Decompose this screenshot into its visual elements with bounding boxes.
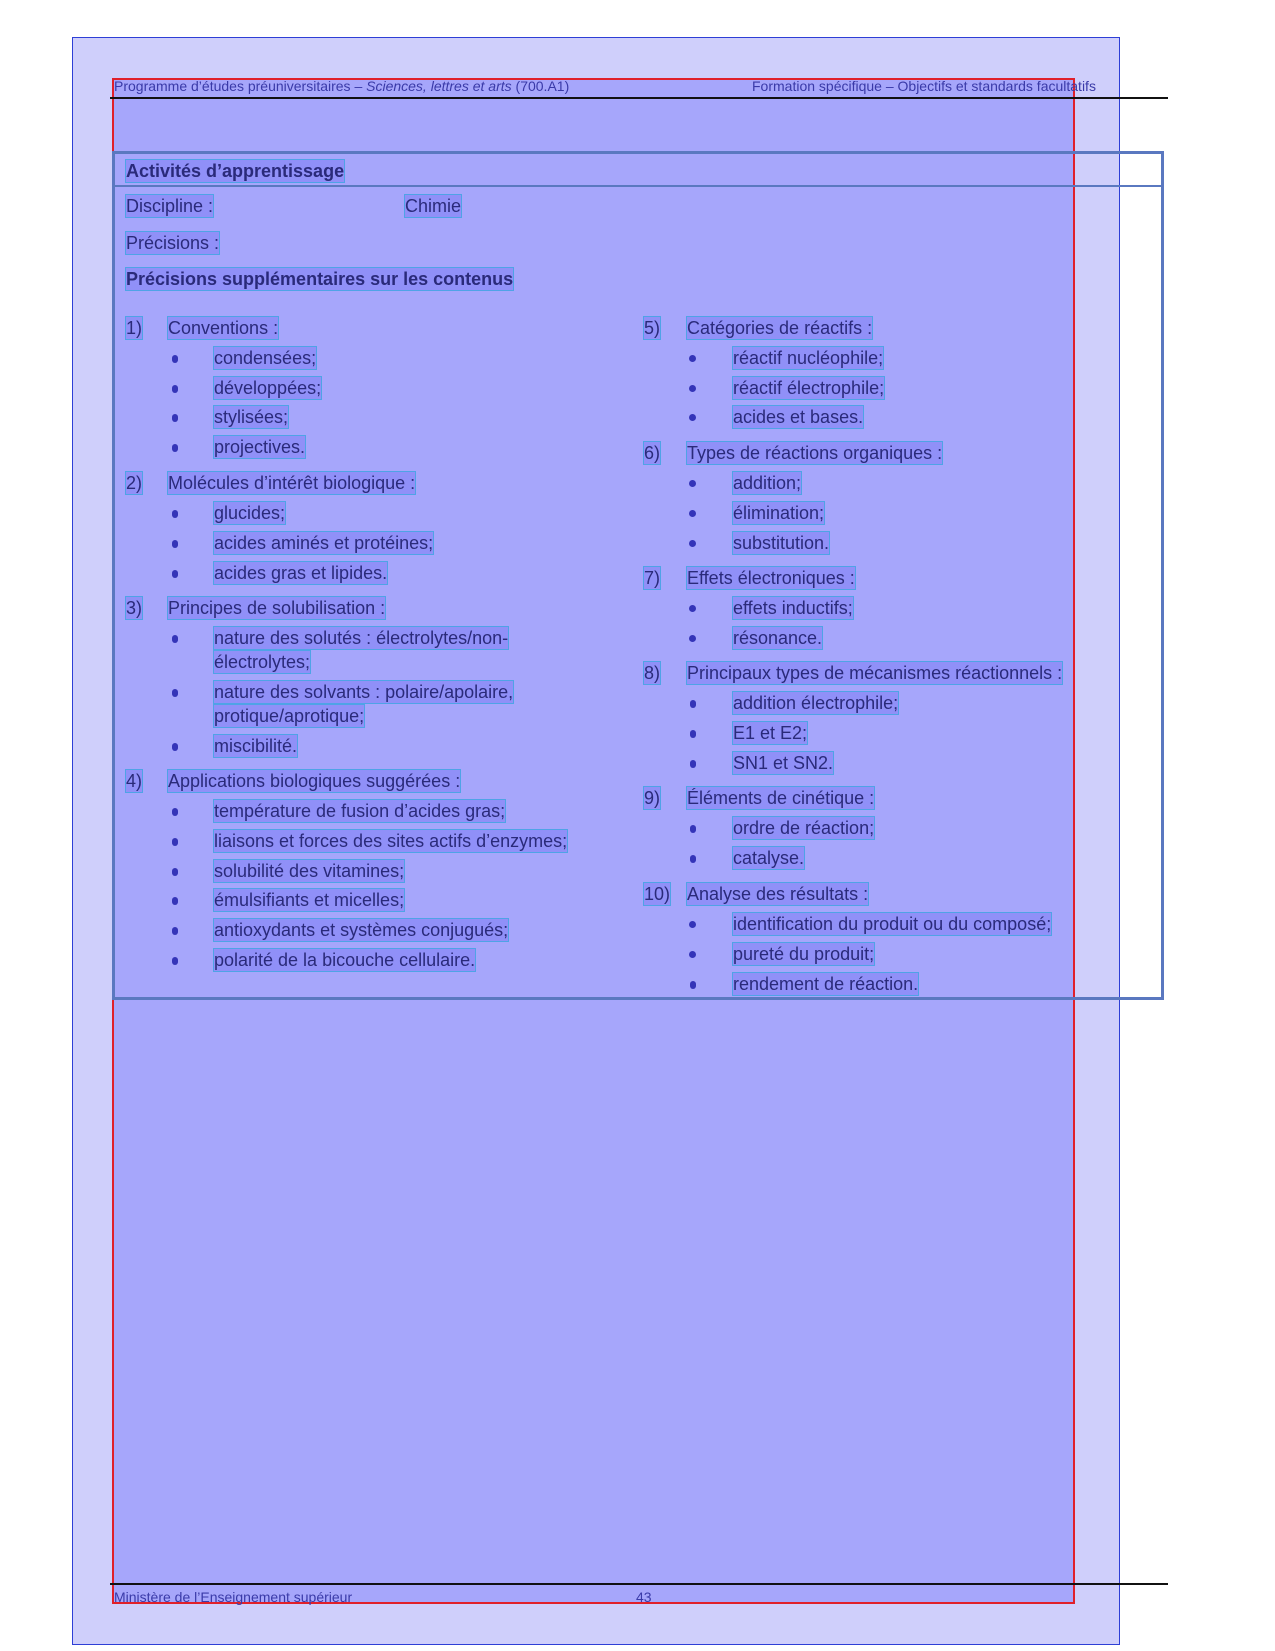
list-item-continuation: électrolytes; [214,652,311,672]
list-heading: Principes de solubilisation : [168,598,386,618]
list-item: substitution. [733,533,830,553]
running-header-left: Programme d’études préuniversitaires – Sciences, lettres et arts (700.A1) [114,78,570,94]
box-title-divider [112,185,1164,187]
list-item-continuation: protique/aprotique; [214,706,365,726]
list-heading: Analyse des résultats : [687,884,869,904]
list-item: acides aminés et protéines; [214,533,434,553]
list-item: élimination; [733,503,825,523]
bullet-icon [690,855,696,863]
footer-rule [110,1583,1168,1585]
bullet-icon [172,510,178,518]
bullet-icon [689,540,696,547]
discipline-label: Discipline : [126,196,214,216]
list-item: résonance. [733,628,823,648]
bullet-icon [690,825,696,833]
bullet-icon [689,355,696,362]
list-item: addition; [733,473,802,493]
precisions-label: Précisions : [126,233,220,253]
item-number: 2) [126,473,143,493]
bullet-icon [172,355,178,363]
list-item: miscibilité. [214,736,298,756]
list-heading: Types de réactions organiques : [687,443,943,463]
bullet-icon [172,957,178,965]
list-item: pureté du produit; [733,944,875,964]
list-item: stylisées; [214,407,289,427]
bullet-icon [172,540,178,548]
bullet-icon [172,897,178,905]
list-item: polarité de la bicouche cellulaire. [214,950,476,970]
list-item: acides gras et lipides. [214,563,388,583]
bullet-icon [689,510,696,517]
item-number: 4) [126,771,143,791]
header-rule [110,97,1168,99]
item-number: 8) [644,663,661,683]
list-item: glucides; [214,503,286,523]
list-item: condensées; [214,348,317,368]
list-heading: Catégories de réactifs : [687,318,873,338]
running-header-right: Formation spécifique – Objectifs et standards facultatifs [752,78,1096,94]
item-number: 5) [644,318,661,338]
item-number: 7) [644,568,661,588]
list-heading: Éléments de cinétique : [687,788,875,808]
bullet-icon [172,689,178,697]
list-heading: Applications biologiques suggérées : [168,771,461,791]
bullet-icon [172,570,178,578]
bullet-icon [689,635,696,642]
item-number: 1) [126,318,143,338]
bullet-icon [172,635,178,643]
list-item: catalyse. [733,848,805,868]
bullet-icon [689,951,696,958]
list-item: addition électrophile; [733,693,899,713]
section-subtitle: Précisions supplémentaires sur les contenus [126,269,514,289]
bullet-icon [172,927,178,935]
bullet-icon [689,480,696,487]
list-heading: Principaux types de mécanismes réactionnels : [687,663,1063,683]
list-item: effets inductifs; [733,598,853,618]
list-item: température de fusion d’acides gras; [214,801,506,821]
list-item: réactif nucléophile; [733,348,884,368]
list-item: liaisons et forces des sites actifs d’enzymes; [214,831,568,851]
bullet-icon [172,385,178,393]
bullet-icon [172,414,178,422]
list-heading: Effets électroniques : [687,568,855,588]
bullet-icon [690,700,696,708]
item-number: 3) [126,598,143,618]
list-item: rendement de réaction. [733,974,919,994]
item-number: 9) [644,788,661,808]
bullet-icon [690,730,696,738]
list-item: nature des solvants : polaire/apolaire, [214,682,514,702]
list-heading: Molécules d’intérêt biologique : [168,473,416,493]
list-item: développées; [214,378,322,398]
discipline-value: Chimie [405,196,462,216]
bullet-icon [690,760,696,768]
bullet-icon [172,868,178,876]
list-item: E1 et E2; [733,723,808,743]
list-item: antioxydants et systèmes conjugués; [214,920,509,940]
list-item: acides et bases. [733,407,864,427]
bullet-icon [690,981,696,989]
list-item: réactif électrophile; [733,378,885,398]
list-heading: Conventions : [168,318,279,338]
bullet-icon [172,808,178,816]
bullet-icon [172,743,178,751]
bullet-icon [172,838,178,846]
list-item: nature des solutés : électrolytes/non- [214,628,509,648]
list-item: ordre de réaction; [733,818,875,838]
bullet-icon [689,385,696,392]
bullet-icon [689,414,696,421]
list-item: solubilité des vitamines; [214,861,405,881]
item-number: 10) [644,884,671,904]
bullet-icon [172,444,178,452]
footer-ministry: Ministère de l’Enseignement supérieur [114,1589,353,1605]
bullet-icon [689,605,696,612]
list-item: identification du produit ou du composé; [733,914,1052,934]
list-item: émulsifiants et micelles; [214,890,405,910]
section-title: Activités d’apprentissage [126,161,345,181]
page-number: 43 [636,1589,652,1605]
bullet-icon [689,921,696,928]
list-item: SN1 et SN2. [733,753,834,773]
item-number: 6) [644,443,661,463]
list-item: projectives. [214,437,306,457]
